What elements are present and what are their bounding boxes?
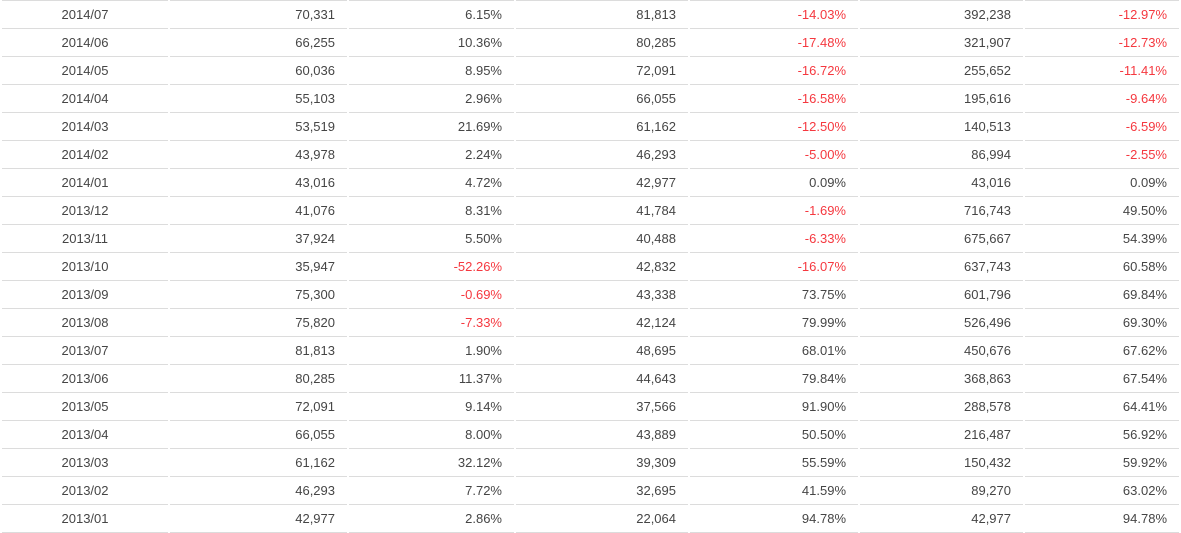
cumulative-revenue-cell: 216,487 bbox=[860, 421, 1023, 449]
cumulative-revenue-cell: 195,616 bbox=[860, 85, 1023, 113]
table-row bbox=[2, 57, 1179, 85]
month-cell: 2013/06 bbox=[2, 365, 168, 393]
revenue-cell: 81,813 bbox=[170, 337, 347, 365]
cumulative-revenue-cell: 150,432 bbox=[860, 449, 1023, 477]
yoy-change-cell: -17.48% bbox=[690, 29, 858, 57]
revenue-cell: 46,293 bbox=[170, 477, 347, 505]
cumulative-yoy-change-cell: 64.41% bbox=[1025, 393, 1179, 421]
mom-change-cell: -7.33% bbox=[349, 309, 514, 337]
last-year-revenue-cell: 37,566 bbox=[516, 393, 688, 421]
mom-change-cell: 8.95% bbox=[349, 57, 514, 85]
cumulative-revenue-cell: 321,907 bbox=[860, 29, 1023, 57]
table-row bbox=[2, 337, 1179, 365]
cumulative-revenue-cell: 675,667 bbox=[860, 225, 1023, 253]
mom-change-cell: 4.72% bbox=[349, 169, 514, 197]
yoy-change-cell: 55.59% bbox=[690, 449, 858, 477]
yoy-change-cell: 68.01% bbox=[690, 337, 858, 365]
table-row bbox=[2, 85, 1179, 113]
month-cell: 2013/04 bbox=[2, 421, 168, 449]
cumulative-yoy-change-cell: 69.30% bbox=[1025, 309, 1179, 337]
last-year-revenue-cell: 61,162 bbox=[516, 113, 688, 141]
month-cell: 2014/06 bbox=[2, 29, 168, 57]
month-cell: 2013/05 bbox=[2, 393, 168, 421]
yoy-change-cell: 91.90% bbox=[690, 393, 858, 421]
last-year-revenue-cell: 66,055 bbox=[516, 85, 688, 113]
yoy-change-cell: 41.59% bbox=[690, 477, 858, 505]
cumulative-yoy-change-cell: 69.84% bbox=[1025, 281, 1179, 309]
revenue-cell: 60,036 bbox=[170, 57, 347, 85]
last-year-revenue-cell: 41,784 bbox=[516, 197, 688, 225]
mom-change-cell: -0.69% bbox=[349, 281, 514, 309]
cumulative-revenue-cell: 140,513 bbox=[860, 113, 1023, 141]
table-row bbox=[2, 421, 1179, 449]
last-year-revenue-cell: 42,977 bbox=[516, 169, 688, 197]
cumulative-yoy-change-cell: 67.62% bbox=[1025, 337, 1179, 365]
revenue-cell: 72,091 bbox=[170, 393, 347, 421]
cumulative-yoy-change-cell: -12.73% bbox=[1025, 29, 1179, 57]
mom-change-cell: -52.26% bbox=[349, 253, 514, 281]
month-cell: 2013/11 bbox=[2, 225, 168, 253]
revenue-cell: 43,016 bbox=[170, 169, 347, 197]
cumulative-revenue-cell: 86,994 bbox=[860, 141, 1023, 169]
revenue-cell: 80,285 bbox=[170, 365, 347, 393]
cumulative-revenue-cell: 601,796 bbox=[860, 281, 1023, 309]
cumulative-revenue-cell: 255,652 bbox=[860, 57, 1023, 85]
yoy-change-cell: 0.09% bbox=[690, 169, 858, 197]
mom-change-cell: 6.15% bbox=[349, 0, 514, 29]
revenue-cell: 42,977 bbox=[170, 505, 347, 533]
mom-change-cell: 21.69% bbox=[349, 113, 514, 141]
last-year-revenue-cell: 81,813 bbox=[516, 0, 688, 29]
last-year-revenue-cell: 43,889 bbox=[516, 421, 688, 449]
last-year-revenue-cell: 48,695 bbox=[516, 337, 688, 365]
cumulative-yoy-change-cell: 56.92% bbox=[1025, 421, 1179, 449]
yoy-change-cell: 94.78% bbox=[690, 505, 858, 533]
last-year-revenue-cell: 46,293 bbox=[516, 141, 688, 169]
mom-change-cell: 9.14% bbox=[349, 393, 514, 421]
cumulative-revenue-cell: 42,977 bbox=[860, 505, 1023, 533]
table-row bbox=[2, 309, 1179, 337]
yoy-change-cell: -16.58% bbox=[690, 85, 858, 113]
revenue-cell: 66,055 bbox=[170, 421, 347, 449]
last-year-revenue-cell: 40,488 bbox=[516, 225, 688, 253]
mom-change-cell: 8.31% bbox=[349, 197, 514, 225]
cumulative-yoy-change-cell: 63.02% bbox=[1025, 477, 1179, 505]
revenue-cell: 53,519 bbox=[170, 113, 347, 141]
revenue-cell: 35,947 bbox=[170, 253, 347, 281]
month-cell: 2014/03 bbox=[2, 113, 168, 141]
revenue-cell: 61,162 bbox=[170, 449, 347, 477]
cumulative-revenue-cell: 43,016 bbox=[860, 169, 1023, 197]
mom-change-cell: 2.24% bbox=[349, 141, 514, 169]
table-row bbox=[2, 113, 1179, 141]
cumulative-yoy-change-cell: -9.64% bbox=[1025, 85, 1179, 113]
cumulative-yoy-change-cell: -11.41% bbox=[1025, 57, 1179, 85]
yoy-change-cell: 50.50% bbox=[690, 421, 858, 449]
table-row bbox=[2, 29, 1179, 57]
revenue-cell: 66,255 bbox=[170, 29, 347, 57]
cumulative-yoy-change-cell: -2.55% bbox=[1025, 141, 1179, 169]
cumulative-yoy-change-cell: 0.09% bbox=[1025, 169, 1179, 197]
cumulative-revenue-cell: 392,238 bbox=[860, 0, 1023, 29]
last-year-revenue-cell: 39,309 bbox=[516, 449, 688, 477]
month-cell: 2014/05 bbox=[2, 57, 168, 85]
mom-change-cell: 11.37% bbox=[349, 365, 514, 393]
table-body bbox=[2, 0, 1179, 533]
last-year-revenue-cell: 22,064 bbox=[516, 505, 688, 533]
cumulative-revenue-cell: 637,743 bbox=[860, 253, 1023, 281]
yoy-change-cell: -16.07% bbox=[690, 253, 858, 281]
last-year-revenue-cell: 72,091 bbox=[516, 57, 688, 85]
yoy-change-cell: 79.84% bbox=[690, 365, 858, 393]
cumulative-revenue-cell: 288,578 bbox=[860, 393, 1023, 421]
month-cell: 2013/01 bbox=[2, 505, 168, 533]
table-row bbox=[2, 477, 1179, 505]
cumulative-revenue-cell: 716,743 bbox=[860, 197, 1023, 225]
revenue-cell: 55,103 bbox=[170, 85, 347, 113]
cumulative-yoy-change-cell: 60.58% bbox=[1025, 253, 1179, 281]
revenue-cell: 43,978 bbox=[170, 141, 347, 169]
month-cell: 2014/02 bbox=[2, 141, 168, 169]
table-row bbox=[2, 449, 1179, 477]
last-year-revenue-cell: 42,124 bbox=[516, 309, 688, 337]
month-cell: 2013/09 bbox=[2, 281, 168, 309]
month-cell: 2013/07 bbox=[2, 337, 168, 365]
last-year-revenue-cell: 80,285 bbox=[516, 29, 688, 57]
month-cell: 2014/04 bbox=[2, 85, 168, 113]
month-cell: 2013/10 bbox=[2, 253, 168, 281]
last-year-revenue-cell: 44,643 bbox=[516, 365, 688, 393]
cumulative-revenue-cell: 526,496 bbox=[860, 309, 1023, 337]
cumulative-yoy-change-cell: 49.50% bbox=[1025, 197, 1179, 225]
yoy-change-cell: 79.99% bbox=[690, 309, 858, 337]
mom-change-cell: 32.12% bbox=[349, 449, 514, 477]
table-row bbox=[2, 141, 1179, 169]
table-row bbox=[2, 197, 1179, 225]
cumulative-yoy-change-cell: -6.59% bbox=[1025, 113, 1179, 141]
table-row bbox=[2, 225, 1179, 253]
month-cell: 2013/12 bbox=[2, 197, 168, 225]
revenue-cell: 75,300 bbox=[170, 281, 347, 309]
yoy-change-cell: -14.03% bbox=[690, 0, 858, 29]
table-row bbox=[2, 505, 1179, 533]
month-cell: 2013/08 bbox=[2, 309, 168, 337]
last-year-revenue-cell: 32,695 bbox=[516, 477, 688, 505]
cumulative-yoy-change-cell: 67.54% bbox=[1025, 365, 1179, 393]
yoy-change-cell: -12.50% bbox=[690, 113, 858, 141]
last-year-revenue-cell: 42,832 bbox=[516, 253, 688, 281]
table-row bbox=[2, 365, 1179, 393]
yoy-change-cell: -5.00% bbox=[690, 141, 858, 169]
revenue-cell: 75,820 bbox=[170, 309, 347, 337]
mom-change-cell: 10.36% bbox=[349, 29, 514, 57]
mom-change-cell: 8.00% bbox=[349, 421, 514, 449]
cumulative-revenue-cell: 450,676 bbox=[860, 337, 1023, 365]
mom-change-cell: 1.90% bbox=[349, 337, 514, 365]
cumulative-yoy-change-cell: 54.39% bbox=[1025, 225, 1179, 253]
yoy-change-cell: -6.33% bbox=[690, 225, 858, 253]
cumulative-yoy-change-cell: 59.92% bbox=[1025, 449, 1179, 477]
month-cell: 2013/03 bbox=[2, 449, 168, 477]
mom-change-cell: 2.96% bbox=[349, 85, 514, 113]
mom-change-cell: 7.72% bbox=[349, 477, 514, 505]
cumulative-yoy-change-cell: -12.97% bbox=[1025, 0, 1179, 29]
cumulative-yoy-change-cell: 94.78% bbox=[1025, 505, 1179, 533]
cumulative-revenue-cell: 89,270 bbox=[860, 477, 1023, 505]
table-row bbox=[2, 253, 1179, 281]
revenue-cell: 70,331 bbox=[170, 0, 347, 29]
yoy-change-cell: 73.75% bbox=[690, 281, 858, 309]
mom-change-cell: 5.50% bbox=[349, 225, 514, 253]
table-row bbox=[2, 281, 1179, 309]
yoy-change-cell: -1.69% bbox=[690, 197, 858, 225]
yoy-change-cell: -16.72% bbox=[690, 57, 858, 85]
revenue-cell: 37,924 bbox=[170, 225, 347, 253]
table-row bbox=[2, 393, 1179, 421]
month-cell: 2014/07 bbox=[2, 0, 168, 29]
revenue-cell: 41,076 bbox=[170, 197, 347, 225]
table-row bbox=[2, 0, 1179, 29]
table-row bbox=[2, 169, 1179, 197]
mom-change-cell: 2.86% bbox=[349, 505, 514, 533]
month-cell: 2014/01 bbox=[2, 169, 168, 197]
last-year-revenue-cell: 43,338 bbox=[516, 281, 688, 309]
cumulative-revenue-cell: 368,863 bbox=[860, 365, 1023, 393]
month-cell: 2013/02 bbox=[2, 477, 168, 505]
